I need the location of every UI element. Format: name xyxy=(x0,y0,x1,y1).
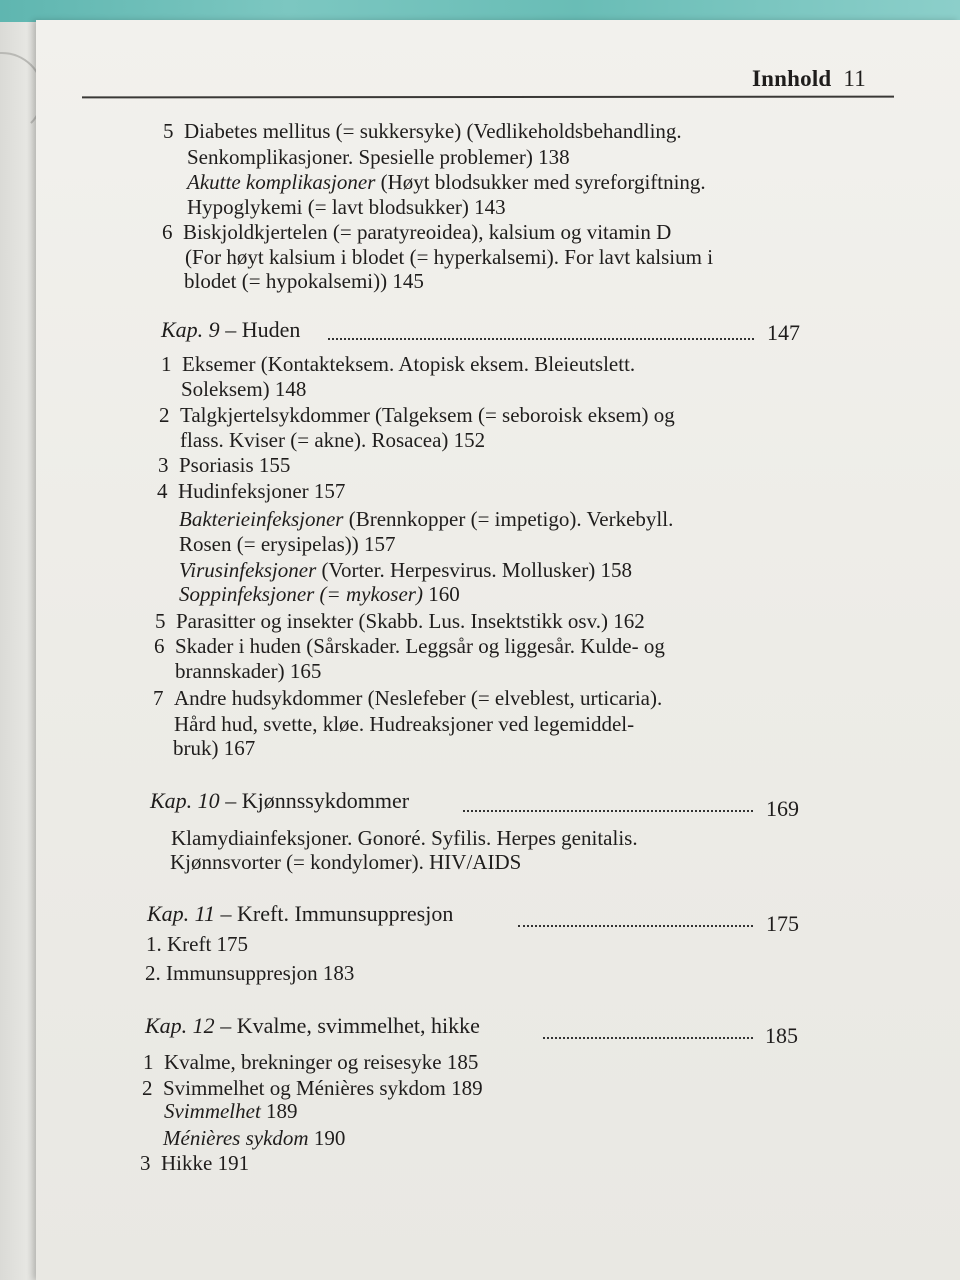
chapter-10-page: 169 xyxy=(766,796,799,821)
chapter-9-item-1: 1 Eksemer (Kontakteksem. Atopisk eksem. Bleieutslett. xyxy=(161,352,636,376)
chapter-9-item-5: 5 Parasitter og insekter (Skabb. Lus. Insektstikk osv.) 162 xyxy=(155,609,645,633)
chapter-11-item-1: 1. Kreft 175 xyxy=(146,932,249,956)
chapter-12-item-2: 2 Svimmelhet og Ménières sykdom 189 xyxy=(142,1076,483,1100)
chapter-9-item-7-line2: Hård hud, svette, kløe. Hudreaksjoner ved legemiddel- xyxy=(174,712,635,736)
toc-item-5-subitem: Akutte komplikasjoner (Høyt blodsukker med syreforgiftning. xyxy=(187,170,706,194)
toc-item-5-line2: Senkomplikasjoner. Spesielle problemer) 138 xyxy=(187,145,570,169)
header-page-number: 11 xyxy=(843,66,866,91)
chapter-9-item-7: 7 Andre hudsykdommer (Neslefeber (= elveblest, urticaria). xyxy=(153,686,663,710)
chapter-10-heading[interactable]: Kap. 10 – Kjønnssykdommer xyxy=(150,788,410,813)
chapter-9-item-1-line2: Soleksem) 148 xyxy=(181,377,307,401)
chapter-9-heading[interactable]: Kap. 9 – Huden xyxy=(161,317,301,342)
chapter-9-item-7-line3: bruk) 167 xyxy=(173,736,256,760)
chapter-11-item-2: 2. Immunsuppresjon 183 xyxy=(145,961,355,985)
chapter-10-leader xyxy=(463,810,753,812)
chapter-9-item-4-sub-bacteria-line2: Rosen (= erysipelas)) 157 xyxy=(179,532,396,556)
running-header xyxy=(752,66,866,92)
chapter-12-item-3: 3 Hikke 191 xyxy=(140,1151,250,1175)
chapter-12-item-2-sub-2: Ménières sykdom 190 xyxy=(163,1126,346,1150)
chapter-11-heading[interactable]: Kap. 11 – Kreft. Immunsuppresjon xyxy=(147,901,454,926)
toc-item-6: 6 Biskjoldkjertelen (= paratyreoidea), kalsium og vitamin D xyxy=(162,220,672,244)
chapter-9-item-4-sub-fungi: Soppinfeksjoner (= mykoser) 160 xyxy=(179,582,460,606)
chapter-9-item-2-line2: flass. Kviser (= akne). Rosacea) 152 xyxy=(180,428,486,452)
chapter-11-leader xyxy=(518,925,753,927)
chapter-12-item-1: 1 Kvalme, brekninger og reisesyke 185 xyxy=(143,1050,479,1074)
toc-item-6-line3: blodet (= hypokalsemi)) 145 xyxy=(184,269,424,293)
chapter-9-item-4-sub-virus: Virusinfeksjoner (Vorter. Herpesvirus. Mollusker) 158 xyxy=(179,558,632,582)
toc-item-6-line2: (For høyt kalsium i blodet (= hyperkalsemi). For lavt kalsium i xyxy=(185,245,714,269)
chapter-9-item-2: 2 Talgkjertelsykdommer (Talgeksem (= seboroisk eksem) og xyxy=(159,403,675,427)
chapter-9-item-3: 3 Psoriasis 155 xyxy=(158,453,291,477)
chapter-9-item-4: 4 Hudinfeksjoner 157 xyxy=(157,479,346,503)
chapter-9-leader xyxy=(328,338,754,340)
chapter-10-summary: Klamydiainfeksjoner. Gonoré. Syfilis. Herpes genitalis. xyxy=(171,826,638,850)
toc-item-5-subitem-line2: Hypoglykemi (= lavt blodsukker) 143 xyxy=(187,195,506,219)
chapter-9-item-6: 6 Skader i huden (Sårskader. Leggsår og liggesår. Kulde- og xyxy=(154,634,665,658)
chapter-12-leader xyxy=(543,1037,753,1039)
chapter-9-item-6-line2: brannskader) 165 xyxy=(175,659,322,683)
chapter-12-page: 185 xyxy=(765,1023,798,1048)
chapter-12-item-2-sub-1: Svimmelhet 189 xyxy=(164,1099,298,1123)
chapter-9-item-4-sub-bacteria: Bakterieinfeksjoner (Brennkopper (= impetigo). Verkebyll. xyxy=(179,507,674,531)
chapter-10-summary-line2: Kjønnsvorter (= kondylomer). HIV/AIDS xyxy=(170,850,522,874)
chapter-12-heading[interactable]: Kap. 12 – Kvalme, svimmelhet, hikke xyxy=(145,1013,480,1038)
chapter-9-page: 147 xyxy=(767,320,800,345)
header-title: Innhold xyxy=(752,66,832,91)
toc-item-5: 5 Diabetes mellitus (= sukkersyke) (Vedlikeholdsbehandling. xyxy=(163,119,682,143)
chapter-11-page: 175 xyxy=(766,911,799,936)
